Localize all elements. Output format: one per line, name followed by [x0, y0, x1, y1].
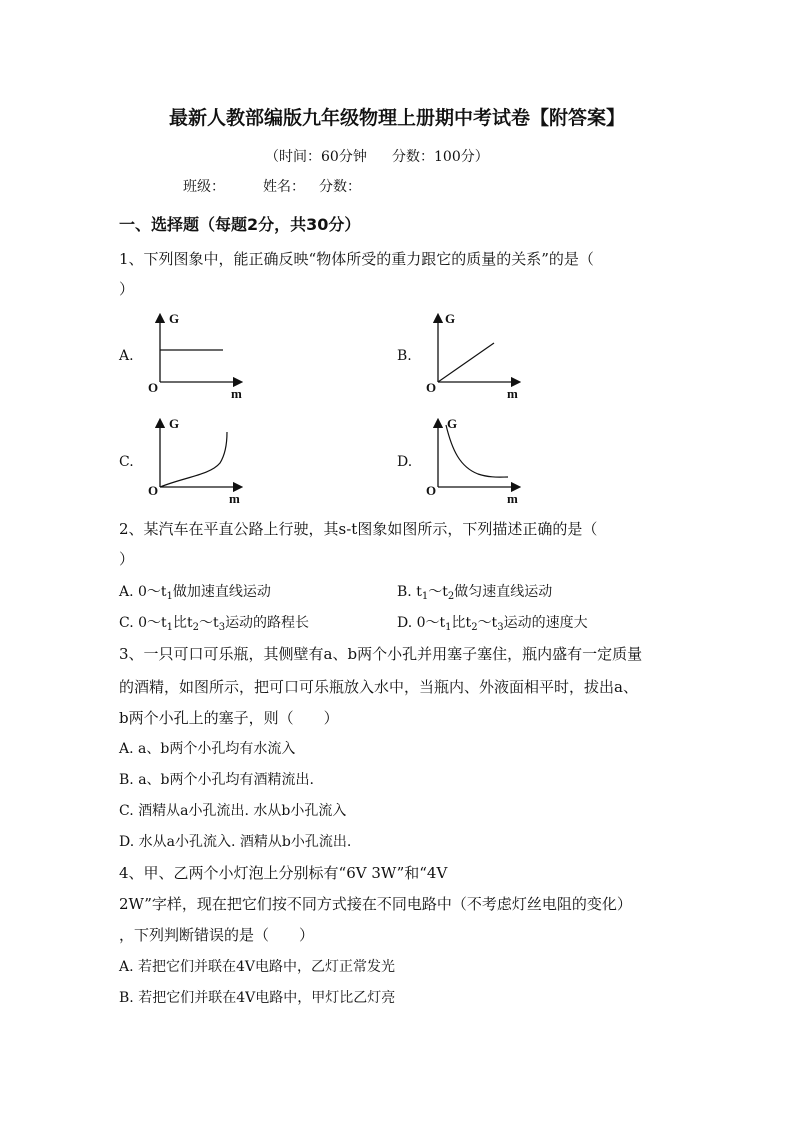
q3-option-c: C. 酒精从a小孔流出. 水从b小孔流入 [119, 803, 347, 819]
question-4-line-1: 4、甲、乙两个小灯泡上分别标有“6V 3W”和“4V [119, 864, 448, 882]
q2-option-d: D. $0\sim t_1$比$t_2\sim t_3$运动的速度大 [397, 615, 588, 633]
y-axis-label: G [169, 416, 180, 431]
graph-b [418, 310, 528, 402]
q4-option-a: A. 若把它们并联在4V电路中，乙灯正常发光 [119, 959, 396, 975]
y-axis-label: G [169, 311, 180, 326]
q3-option-a: A. a、b两个小孔均有水流入 [119, 741, 296, 757]
x-axis-label: m [229, 491, 240, 506]
origin-label: O [148, 483, 159, 498]
question-4-line-2: 2W”字样，现在把它们按不同方式接在不同电路中（不考虑灯丝电阻的变化） [119, 895, 632, 913]
question-1-text: 1、下列图象中，能正确反映“物体所受的重力跟它的质量的关系”的是（ [119, 250, 594, 268]
q2-option-c: C. $0\sim t_1$比$t_2\sim t_3$运动的路程长 [119, 615, 310, 633]
origin-label: O [426, 380, 437, 395]
graph-d-curve [446, 425, 508, 477]
question-2-close: ） [119, 550, 135, 568]
graph-c [140, 415, 250, 507]
graph-a [140, 310, 250, 402]
class-field: 班级： [183, 179, 225, 195]
question-3-line-3: b两个小孔上的塞子，则（ ） [119, 709, 339, 727]
question-2-text: 2、某汽车在平直公路上行驶，其s-t图象如图所示，下列描述正确的是（ [119, 520, 598, 538]
q1-option-d-label: D. [397, 454, 413, 470]
q2-option-a: A. $0\sim t_1$做加速直线运动 [119, 584, 271, 602]
q4-option-b: B. 若把它们并联在4V电路中，甲灯比乙灯亮 [119, 990, 396, 1006]
graph-c-curve [160, 432, 227, 487]
x-axis-label: m [507, 491, 518, 506]
x-axis-label: m [231, 386, 242, 401]
points-field: 分数： [319, 179, 361, 195]
q2-option-b: B. $t_1\sim t_2$做匀速直线运动 [397, 584, 553, 602]
q1-option-b-label: B. [397, 348, 412, 364]
q1-option-a-label: A. [119, 348, 134, 364]
graph-d [418, 415, 528, 507]
q3-option-d: D. 水从a小孔流入. 酒精从b小孔流出. [119, 834, 352, 850]
origin-label: O [426, 483, 437, 498]
y-axis-label: G [447, 416, 458, 431]
y-axis-label: G [445, 311, 456, 326]
question-1-close: ） [119, 280, 135, 298]
page-title: 最新人教部编版九年级物理上册期中考试卷【附答案】 [168, 107, 625, 129]
section-heading: 一、选择题（每题2分，共30分） [119, 215, 361, 234]
question-3-line-2: 的酒精，如图所示，把可口可乐瓶放入水中，当瓶内、外液面相平时，拔出a、 [119, 678, 638, 696]
question-3-line-1: 3、一只可口可乐瓶，其侧壁有a、b两个小孔并用塞子塞住，瓶内盛有一定质量 [119, 645, 643, 663]
question-4-line-3: ，下列判断错误的是（ ） [119, 926, 315, 944]
exam-time: （时间：60分钟 [265, 149, 367, 165]
origin-label: O [148, 380, 159, 395]
q3-option-b: B. a、b两个小孔均有酒精流出. [119, 772, 314, 788]
x-axis-label: m [507, 386, 518, 401]
q1-option-c-label: C. [119, 454, 134, 470]
graph-b-curve [438, 343, 494, 382]
exam-score: 分数：100分） [392, 149, 489, 165]
name-field: 姓名： [263, 179, 305, 195]
